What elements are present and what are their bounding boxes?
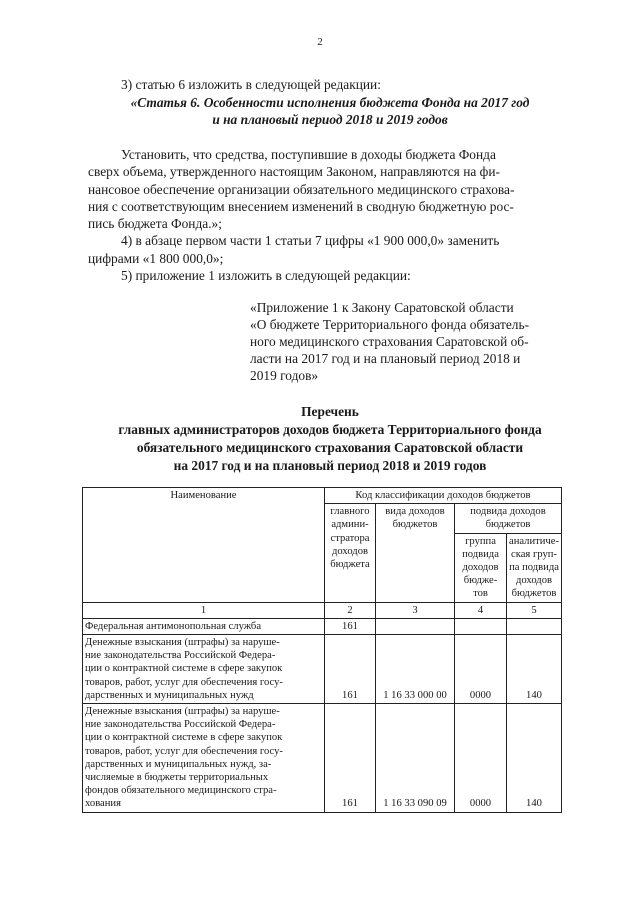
row-group-code: 0000 — [455, 635, 507, 704]
article6-body-line: ния с соответствующим внесением изменений в сводную бюджетную рос- — [88, 198, 514, 214]
item3-intro: 3) статью 6 изложить в следующей редакции: — [121, 77, 381, 92]
article6-body — [88, 146, 574, 284]
item5-intro: 5) приложение 1 изложить в следующей редакции: — [121, 268, 411, 284]
col-number: 4 — [455, 602, 507, 618]
list-title-line: на 2017 год и на плановый период 2018 и 2019 годов — [173, 458, 487, 473]
table-row — [83, 704, 562, 813]
row-analytic-code — [507, 618, 562, 634]
row-admin-code: 161 — [325, 618, 376, 634]
list-title — [40, 403, 620, 475]
item4-line: цифрами «1 800 000,0»; — [88, 250, 224, 266]
article6-heading-line1: «Статья 6. Особенности исполнения бюджета Фонда на 2017 год — [130, 95, 530, 110]
row-type-code — [376, 618, 455, 634]
appendix-line: 2019 годов» — [250, 368, 319, 383]
row-admin-code: 161 — [325, 635, 376, 704]
header-name: Наименование — [83, 488, 325, 603]
row-analytic-code: 140 — [507, 704, 562, 813]
list-title-line: главных администраторов доходов бюджета Территориального фонда — [118, 422, 542, 437]
row-name: Денежные взыскания (штрафы) за наруше- ние законодательства Российской Федера- ции о контрактной системе в сфере закупок товаров, работ, услуг для обеспечения госу- дарственных и муниципальных нужд, за- числяемые в бюджеты территориальных фондов обязательного медицинского стра- хования — [83, 704, 325, 813]
col-number: 5 — [507, 602, 562, 618]
header-analytic-group: аналитиче- ская груп- па подвида доходов бюджетов — [507, 533, 562, 602]
row-type-code: 1 16 33 090 09 — [376, 704, 455, 813]
page-number: 2 — [317, 36, 323, 48]
row-admin-code: 161 — [325, 704, 376, 813]
appendix-line: ного медицинского страхования Саратовской об- — [250, 334, 529, 349]
article6-heading-line2: и на плановый период 2018 и 2019 годов — [212, 112, 448, 127]
col-number: 3 — [376, 602, 455, 618]
header-subtype-group: подвида доходов бюджетов — [455, 504, 562, 533]
appendix-line: ласти на 2017 год и на плановый период 2018 и — [250, 351, 521, 366]
header-admin: главного админи- стратора доходов бюджета — [325, 504, 376, 602]
appendix-line: «О бюджете Территориального фонда обязатель- — [250, 317, 530, 332]
col-number: 2 — [325, 602, 376, 618]
row-type-code: 1 16 33 000 00 — [376, 635, 455, 704]
header-income-type: вида доходов бюджетов — [376, 504, 455, 602]
header-subtype-group-code: группа подвида доходов бюдже- тов — [455, 533, 507, 602]
revenue-administrators-table — [82, 487, 562, 813]
table-row — [83, 635, 562, 704]
article6-body-line: Установить, что средства, поступившие в доходы бюджета Фонда — [121, 147, 496, 162]
row-name: Федеральная антимонопольная служба — [83, 618, 325, 634]
row-group-code — [455, 618, 507, 634]
item4-line: 4) в абзаце первом части 1 статьи 7 цифры «1 900 000,0» заменить — [121, 233, 500, 249]
row-analytic-code: 140 — [507, 635, 562, 704]
article6-body-line: нансовое обеспечение организации обязательного медицинского страхова- — [88, 181, 515, 197]
list-title-line: обязательного медицинского страхования Саратовской области — [136, 440, 524, 455]
row-group-code: 0000 — [455, 704, 507, 813]
appendix-caption — [250, 299, 570, 384]
col-number: 1 — [83, 602, 325, 618]
table-row — [83, 618, 562, 634]
article6-body-line: сверх объема, утвержденного настоящим Законом, направляются на фи- — [88, 164, 500, 180]
row-name: Денежные взыскания (штрафы) за наруше- ние законодательства Российской Федера- ции о контрактной системе в сфере закупок товаров, работ, услуг для обеспечения госу- дарственных и муниципальных нужд — [83, 635, 325, 704]
article6-body-line: пись бюджета Фонда.»; — [88, 216, 222, 232]
list-title-heading: Перечень — [301, 404, 359, 419]
table-header-row — [83, 488, 562, 504]
appendix-line: «Приложение 1 к Закону Саратовской области — [250, 300, 514, 315]
column-numbers-row — [83, 602, 562, 618]
header-code-group: Код классификации доходов бюджетов — [325, 488, 562, 504]
